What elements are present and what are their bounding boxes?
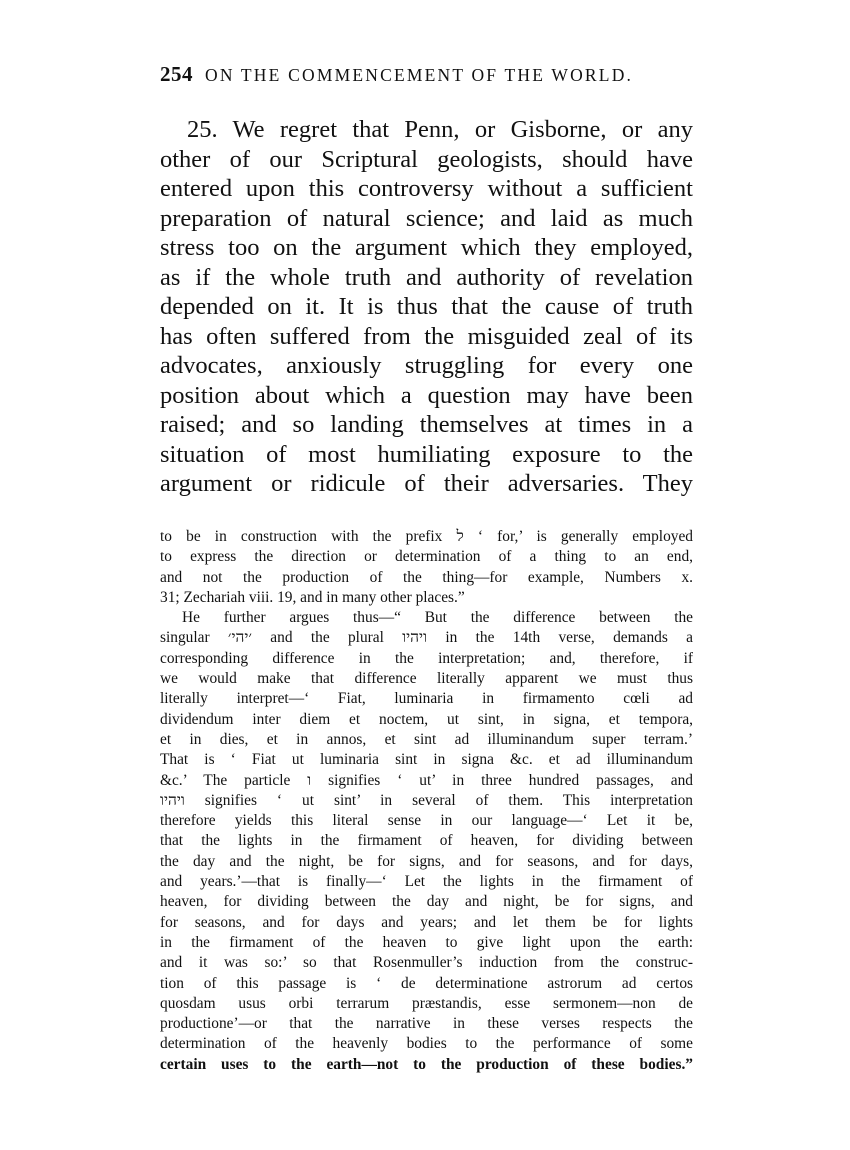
footnote-line: He further argues thus—“ But the difference between the — [182, 609, 693, 627]
footnote-line: productione’—or that the narrative in these verses respects the — [160, 1015, 693, 1033]
main-line: depended on it. It is thus that the cause of truth — [160, 293, 693, 320]
running-head — [160, 62, 720, 87]
footnote-line: determination of the heavenly bodies to the performance of some — [160, 1035, 693, 1053]
main-paragraph — [160, 115, 693, 499]
footnote-line: literally interpret—‘ Fiat, luminaria in firmamento cœli ad — [160, 690, 693, 708]
footnote-line: certain uses to the earth—not to the production of these bodies.” — [160, 1055, 693, 1073]
footnote-line: and years.’—that is finally—‘ Let the lights in the firmament of — [160, 873, 693, 891]
main-line: advocates, anxiously struggling for every one — [160, 352, 693, 379]
main-line: entered upon this controversy without a sufficient — [160, 175, 693, 202]
footnote-line: divi⁠d⁠endum inter diem et noctem, ut sint, in signa, et tempora, — [160, 710, 693, 728]
main-line: argument or ridicule of their adversaries. They — [160, 470, 693, 497]
footnote-line: 31; Zechariah viii. 19, and in many other places.” — [160, 588, 465, 606]
main-line: situation of most humiliating exposure to the — [160, 440, 693, 468]
main-line: 25. We regret that Penn, or Gisborne, or any — [187, 116, 693, 143]
footnote-line: ויהיו signifies ‘ ut sint’ in several of them. This interpretation — [160, 791, 693, 809]
main-line: other of our Scriptural geologists, should have — [160, 145, 693, 173]
footnote-line: quosdam usus orbi terrarum præstandis, esse sermonem—non de — [160, 994, 693, 1012]
running-title: ON THE COMMENCEMENT OF THE WORLD. — [204, 65, 634, 85]
footnote-line: That is ‘ Fiat ut luminaria sint in signa &c. et ad illuminandum — [160, 751, 693, 769]
footnote-line: the day and the night, be for signs, and for seasons, and for days, — [160, 852, 693, 870]
footnote-line: tion of this passage is ‘ de determinatione astrorum ad certos — [160, 974, 693, 992]
main-line: raised; and so landing themselves at times in a — [160, 411, 693, 438]
footnote-line: therefore yields this literal sense in our language—‘ Let it be, — [160, 812, 693, 830]
main-line: as if the whole truth and authority of revelation — [160, 263, 693, 291]
footnote-line: singular ׳יהי׳ and the plural ויהיו in the 14th verse, demands a — [160, 629, 693, 647]
footnote-line: in the firmament of the heaven to give light upon the earth: — [160, 933, 693, 951]
footnote-line: and not the production of the thing—for example, Numbers x. — [160, 568, 693, 586]
footnote-line: for seasons, and for days and years; and let them be for lights — [160, 913, 693, 931]
footnote-line: et in dies, et in annos, et sint ad illuminandum super terram.’ — [160, 730, 693, 748]
footnote-line: &c.’ The particle ו signifies ‘ ut’ in three hundred passages, and — [160, 771, 693, 789]
footnote — [160, 527, 693, 1075]
footnote-line: heaven, for dividing between the day and night, be for signs, and — [160, 893, 693, 911]
footnote-line: to be in construction with the prefix ל ‘ for,’ is generally employed — [160, 528, 693, 545]
page-number: 254 — [160, 62, 193, 86]
footnote-line: to express the direction or determination of a thing to an end, — [160, 548, 693, 566]
main-line: has often suffered from the misguided zeal of its — [160, 322, 693, 350]
footnote-line: corresponding difference in the interpretation; and, therefore, if — [160, 649, 693, 667]
footnote-line: that the lights in the firmament of heaven, for dividing between — [160, 832, 693, 850]
main-line: stress too on the argument which they employed, — [160, 234, 693, 261]
footnote-line: and it was so:’ so that Rosenmuller’s induction from the construc- — [160, 954, 693, 972]
footnote-line: we would make that difference literally apparent we must thus — [160, 670, 693, 688]
main-line: position about which a question may have been — [160, 381, 693, 409]
main-line: preparation of natural science; and laid as much — [160, 204, 693, 232]
